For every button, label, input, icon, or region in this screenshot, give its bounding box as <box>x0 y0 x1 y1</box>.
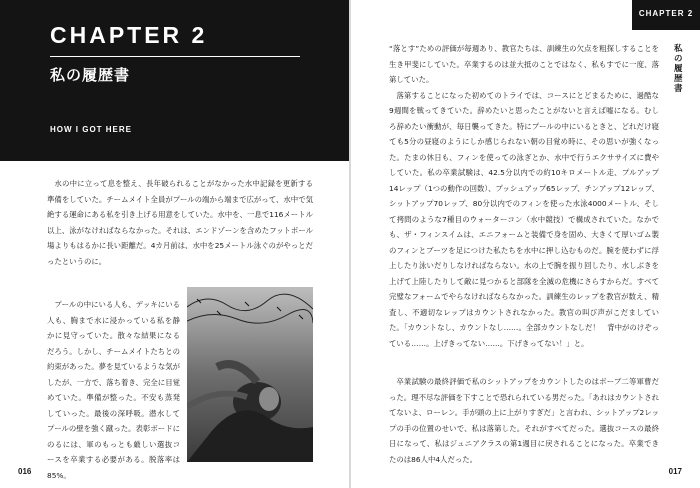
photo-soldier-crawling <box>187 287 313 462</box>
chapter-subtitle: HOW I GOT HERE <box>50 125 132 134</box>
chapter-tab-label: CHAPTER 2 <box>638 9 694 18</box>
right-paragraph-2: 落第することになった初めてのトライでは、コースにとどまるために、過酷な9週間を戦ってきていた。辞めたいと思ったことがないと言えば嘘になる。むしろ辞めたい衝動が、毎日襲ってきた。特にプールの中にいるときと、どれだけ寝ても5分の昼寝のようにしか感じられない朝の目覚め時に、その思いが強くなった。たまの休日も、フィンを使っての泳ぎとか、水中で行うエクササイズに費やしていた。私の卒業試験は、42.5分以内での約10キロメートル走、プルアップ14レップ（1つの動作の回数）、プッシュアップ65レップ、チンアップ12レップ、シットアップ70レップ、80分以内でのフィンを使った水泳4000メートル、そして拷問のような7種目のウォーターコン（水中競技）で構成されていた。なかでも、ザ・フィンスイムは、エニフォームと装備で身を固め、大きくて厚いゴム製のフィンとブーツを足につけた私たちを水中に押し込むものだ。腕を使わずに浮上したり泳いだりしなければならない。水の上で腕を振り回したり、水しぶきを上げて上陸したりして敵に見つかると部隊を全滅の危機にさらすからだ。すべて完璧なフォームでやらなければならなかった。訓練生のレップを教官が数え、精査し、不適切なレップはカウントされなかった。教官の叫び声がこだましていた。「カウントなし、カウントなし……。全部カウントなしだ！ 背中がのけぞっている……。上げきってない……。下げきってない！」と。 <box>389 90 659 348</box>
right-paragraph-3: 卒業試験の最終評価で私のシットアップをカウントしたのはボーブ二等軍曹だった。理不尽な評価を下すことで恐れられている男だった。「あれはカウントされてないよ、ローレン。手が頭の上に上がりすぎだ」と言われ、シットアップ2レップの手の位置のせいで、私は落第した。それがすべてだった。選抜コースの最終日になって、私はジュニアクラスの第1週目に戻されることになった。卒業できたのは86人中4人だった。 <box>389 377 659 464</box>
right-paragraph-1: “落とす”ための評価が毎週あり、教官たちは、訓練生の欠点を粗探しすることを生き甲斐にしていた。卒業するのは並大抵のことではなく、私もすでに一度、落第していた。 <box>389 44 659 84</box>
chapter-tab <box>632 0 700 30</box>
left-column-paragraph: プールの中にいる人も、デッキにいる人も、胸まで水に浸かっている私を静かに見守っていた。散々な結果になるだろう。しかし、チームメイトたちとの約束があった。夢を見ているような気がしたが、一方で、落ち着き、完全に目覚めていた。準備が整った。不安も蒸発していった。最後の深呼吸。潜水してプールの壁を強く蹴った。表彰ボードにのるには、軍のもっとも厳しい選抜コースを卒業する必要がある。脱落率は85%。 <box>47 300 180 480</box>
right-body-text <box>389 41 659 351</box>
chapter-divider <box>50 56 300 57</box>
photo-illustration <box>187 287 313 462</box>
page-number-right: 017 <box>668 467 682 476</box>
chapter-title: 私の履歴書 <box>50 66 131 84</box>
right-final-text <box>389 374 659 467</box>
page-number-left: 016 <box>18 467 32 476</box>
right-page <box>351 0 700 488</box>
left-column-text <box>47 297 180 483</box>
chapter-label: CHAPTER 2 <box>50 22 208 48</box>
left-page <box>0 0 349 488</box>
chapter-header-block <box>0 0 349 161</box>
left-paragraph-1 <box>47 176 313 269</box>
left-paragraph-1-text: 水の中に立って息を整え、長年破られることがなかった水中記録を更新する準備をしていた。チームメイト全員がプールの端から端まで広がって、水中で気絶する運命にある私を引き上げる用意をしていた。水中を、一息で116メートル以上、泳がなければならなかった。それは、エンドゾーンを含めたフットボール場よりもはるかに長い距離だ。4カ月前は、水中を25メートル泳ぐのがやっとだったというのに。 <box>47 179 313 266</box>
side-running-title: 私の履歴書 <box>674 44 683 94</box>
